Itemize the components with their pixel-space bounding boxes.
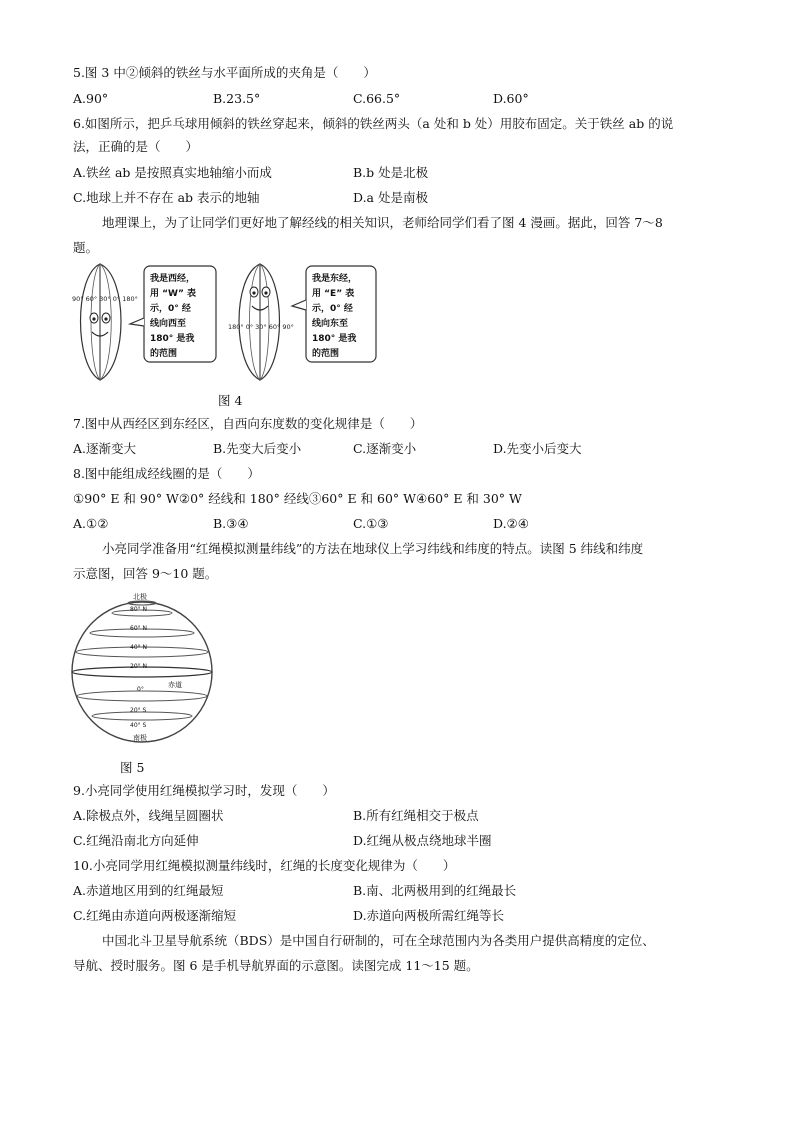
q8-option-a: A.①② <box>73 516 109 531</box>
q5-option-a: A.90° <box>73 91 109 106</box>
q10-option-c: C.红绳由赤道向两极逐渐缩短 <box>73 908 237 923</box>
q10-option-d: D.赤道向两极所需红绳等长 <box>353 908 505 923</box>
q6-stem-line1: 6.如图所示，把乒乓球用倾斜的铁丝穿起来，倾斜的铁丝两头（a 处和 b 处）用胶布固定。关于铁丝 ab 的说 <box>73 116 674 131</box>
q8-option-b: B.③④ <box>213 516 249 531</box>
q5-option-d: D.60° <box>493 91 529 106</box>
lat-0: 0° <box>137 686 144 693</box>
q8-option-c: C.①③ <box>353 516 389 531</box>
west-bubble-line4: 线向西至 <box>150 319 187 329</box>
east-bubble-line6: 的范围 <box>312 349 340 359</box>
q8-stem: 8.图中能组成经线圈的是（ ） <box>73 466 260 481</box>
q5-option-b: B.23.5° <box>213 91 261 106</box>
intro-9-10-line1: 小亮同学准备用“红绳模拟测量纬线”的方法在地球仪上学习纬线和纬度的特点。读图 5 纬线和纬度 <box>102 541 644 556</box>
q8-option-d: D.②④ <box>493 516 529 531</box>
q10-stem: 10.小亮同学用红绳模拟测量纬线时，红绳的长度变化规律为（ ） <box>73 858 456 873</box>
q6-option-c: C.地球上并不存在 ab 表示的地轴 <box>73 190 260 205</box>
q10-option-b: B.南、北两极用到的红绳最长 <box>353 883 517 898</box>
q9-option-c: C.红绳沿南北方向延伸 <box>73 833 199 848</box>
west-bubble-line1: 我是西经， <box>150 274 196 284</box>
east-bubble-line5: 180° 是我 <box>312 334 357 344</box>
lat-40n: 40° N <box>130 644 148 651</box>
q7-option-b: B.先变大后变小 <box>213 441 302 456</box>
north-pole-label: 北极 <box>133 593 147 601</box>
q9-option-d: D.红绳从极点绕地球半圈 <box>353 833 492 848</box>
west-speech-bubble <box>130 266 216 362</box>
intro-11-15-line2: 导航、授时服务。图 6 是手机导航界面的示意图。读图完成 11～15 题。 <box>73 958 479 973</box>
east-hemisphere-cartoon <box>228 264 294 380</box>
q5-stem: 5.图 3 中②倾斜的铁丝与水平面所成的夹角是（ ） <box>73 65 376 80</box>
q9-option-b: B.所有红绳相交于极点 <box>353 808 479 823</box>
figure-4-caption: 图 4 <box>218 393 243 408</box>
west-bubble-line5: 180° 是我 <box>150 334 195 344</box>
intro-7-8-line2: 题。 <box>73 240 99 255</box>
q8-choices: ①90° E 和 90° W②0° 经线和 180° 经线③60° E 和 60° W④60° E 和 30° W <box>73 491 522 506</box>
lat-40s: 40° S <box>130 722 147 729</box>
q6-option-b: B.b 处是北极 <box>353 165 429 180</box>
intro-11-15-line1: 中国北斗卫星导航系统（BDS）是中国自行研制的，可在全球范围内为各类用户提供高精度的定位、 <box>102 933 655 948</box>
lat-60n: 60° N <box>130 625 148 632</box>
intro-7-8-line1: 地理课上，为了让同学们更好地了解经线的相关知识，老师给同学们看了图 4 漫画。据此，回答 7～8 <box>102 215 663 230</box>
q6-stem-line2: 法，正确的是（ ） <box>73 139 199 154</box>
q10-option-a: A.赤道地区用到的红绳最短 <box>73 883 224 898</box>
equator-label: 赤道 <box>168 681 182 689</box>
figure-4 <box>70 256 380 388</box>
q7-stem: 7.图中从西经区到东经区，自西向东度数的变化规律是（ ） <box>73 416 423 431</box>
figure-5 <box>70 588 215 748</box>
q7-option-a: A.逐渐变大 <box>73 441 137 456</box>
intro-9-10-line2: 示意图，回答 9～10 题。 <box>73 566 218 581</box>
lat-80n: 80° N <box>130 606 148 613</box>
q6-option-a: A.铁丝 ab 是按照真实地轴缩小而成 <box>73 165 272 180</box>
west-bubble-line2: 用 “W” 表 <box>150 289 197 299</box>
q9-option-a: A.除极点外，线绳呈圆圈状 <box>73 808 224 823</box>
west-bubble-line3: 示，0° 经 <box>150 304 191 314</box>
lat-20s: 20° S <box>130 707 147 714</box>
figure-5-caption: 图 5 <box>120 760 145 775</box>
west-ticks: 90° 60° 30° 0° 180° <box>72 295 138 303</box>
q7-option-d: D.先变小后变大 <box>493 441 582 456</box>
q9-stem: 9.小亮同学使用红绳模拟学习时，发现（ ） <box>73 783 335 798</box>
east-speech-bubble <box>292 266 376 362</box>
q7-option-c: C.逐渐变小 <box>353 441 417 456</box>
east-bubble-line1: 我是东经， <box>312 274 358 284</box>
lat-20n: 20° N <box>130 663 148 670</box>
east-bubble-line4: 线向东至 <box>312 319 349 329</box>
east-bubble-line2: 用 “E” 表 <box>312 289 355 299</box>
q6-option-d: D.a 处是南极 <box>353 190 428 205</box>
west-hemisphere-cartoon <box>72 264 138 380</box>
west-bubble-line6: 的范围 <box>150 349 178 359</box>
east-bubble-line3: 示，0° 经 <box>312 304 353 314</box>
east-ticks: 180° 0° 30° 60° 90° <box>228 323 294 331</box>
q5-option-c: C.66.5° <box>353 91 401 106</box>
south-pole-label: 南极 <box>133 734 147 742</box>
